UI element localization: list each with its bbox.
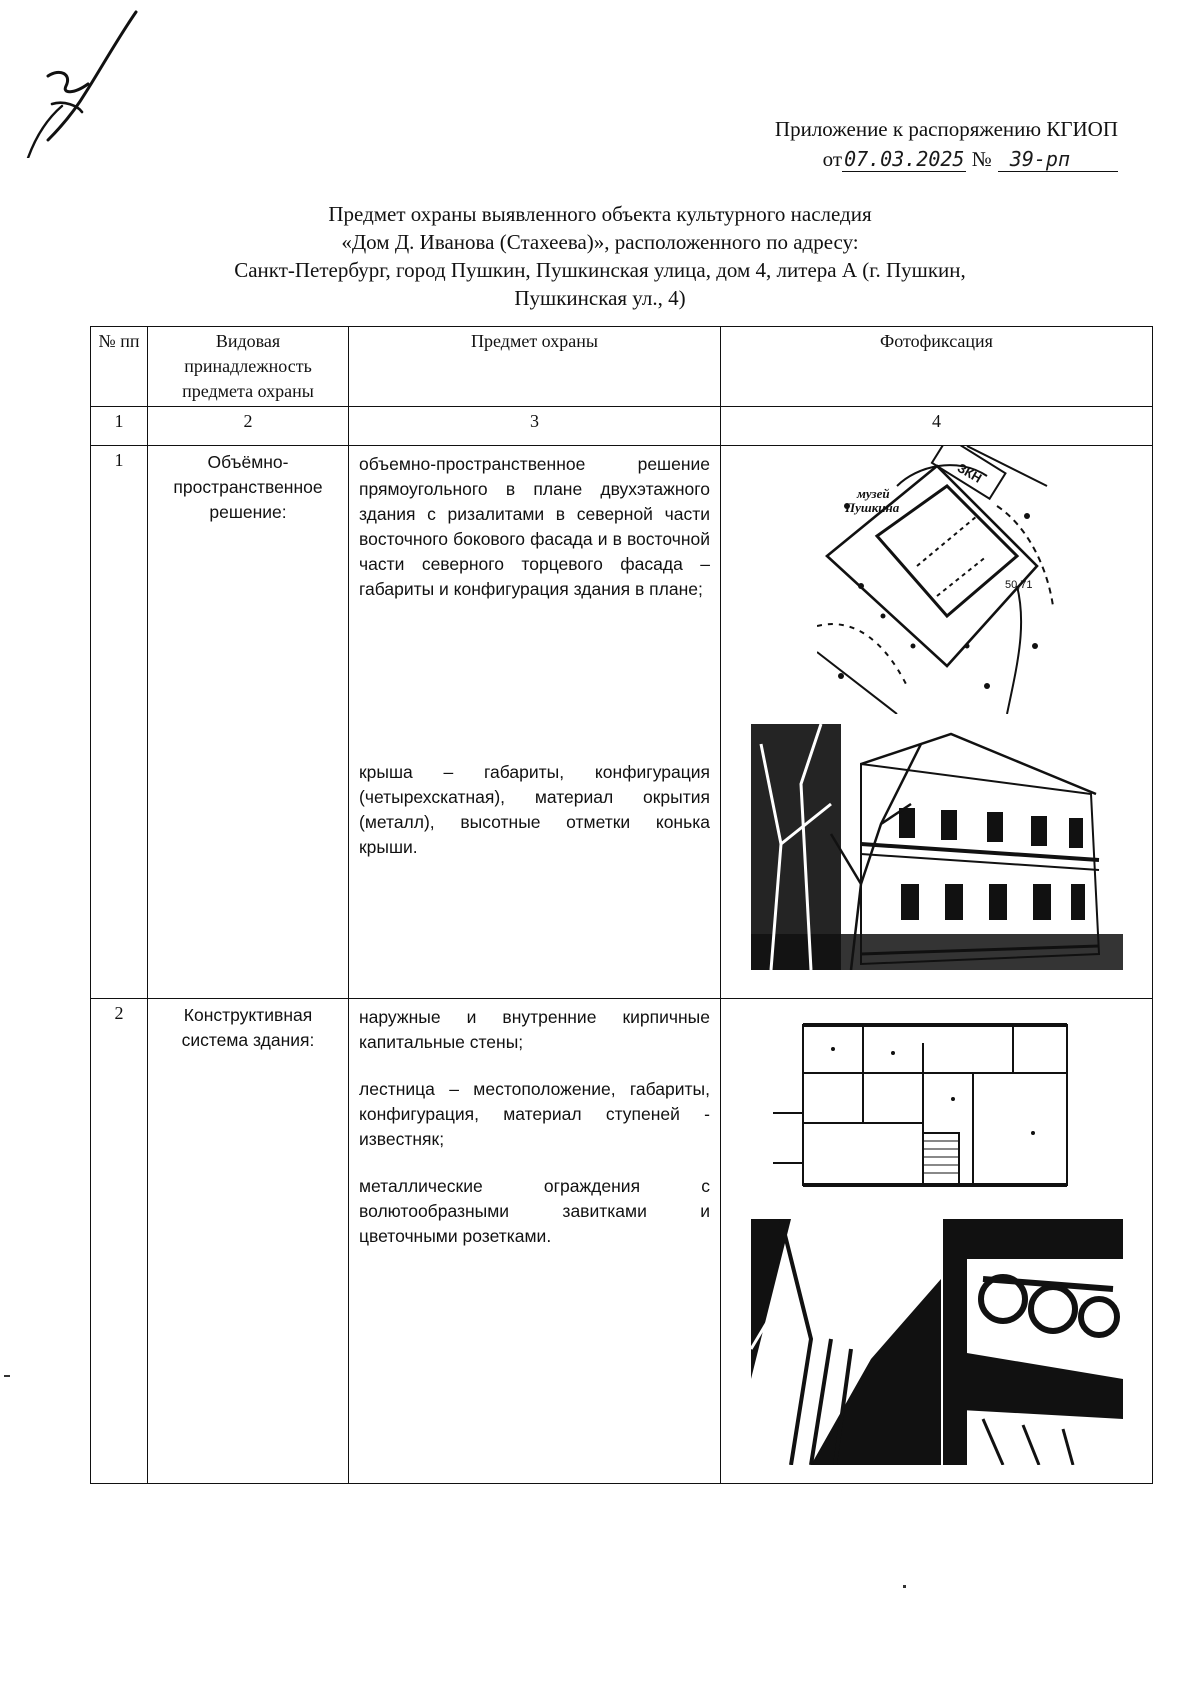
map-label-pushkin: Пушкина <box>845 500 900 515</box>
handwritten-signature <box>8 8 148 158</box>
subject-item: крыша – габариты, конфигурация (четырехскатная), материал окрытия (металл), высотные отметки конька крыши. <box>359 762 710 857</box>
photo-cell <box>721 999 1153 1484</box>
header-cell-photo: Фотофиксация <box>721 327 1153 407</box>
map-label-zkn: ЗКН <box>954 460 985 486</box>
row-number: 1 <box>91 446 148 999</box>
scan-mark <box>4 1375 10 1377</box>
appendix-note <box>775 114 1118 174</box>
table-header-row <box>91 327 1153 407</box>
heading-line-2: «Дом Д. Иванова (Стахеева)», расположенного по адресу: <box>341 230 859 254</box>
site-plan-map <box>817 446 1057 714</box>
heading-line-3: Санкт-Петербург, город Пушкин, Пушкинская улица, дом 4, литера А (г. Пушкин, <box>234 258 966 282</box>
protection-table <box>90 326 1153 1484</box>
facade-photo <box>751 724 1123 970</box>
row-type: Объёмно-пространственное решение: <box>148 446 349 999</box>
column-number: 3 <box>349 407 721 446</box>
column-number: 1 <box>91 407 148 446</box>
order-number: 39-рп <box>998 147 1118 172</box>
subject-item: лестница – местоположение, габариты, конфигурация, материал ступеней - известняк; <box>359 1079 710 1149</box>
header-cell-subject: Предмет охраны <box>349 327 721 407</box>
table-row <box>91 999 1153 1484</box>
order-line <box>823 144 1118 174</box>
table-row <box>91 446 1153 999</box>
appendix-line: Приложение к распоряжению КГИОП <box>774 117 1118 141</box>
row-type: Конструктивная система здания: <box>148 999 349 1484</box>
photo-cell <box>721 446 1153 999</box>
header-cell-number: № пп <box>91 327 148 407</box>
document-heading <box>120 200 1080 312</box>
scan-mark <box>903 1585 906 1588</box>
map-label-elevation: 50,71 <box>1005 579 1033 591</box>
subject-item: металлические ограждения с волютообразными завитками и цветочными розетками. <box>359 1176 710 1246</box>
railing-detail-photo <box>943 1219 1123 1465</box>
header-cell-type: Видовая принадлежность предмета охраны <box>148 327 349 407</box>
heading-line-4: Пушкинская ул., 4) <box>514 286 686 310</box>
floor-plan <box>773 1013 1073 1209</box>
column-number: 4 <box>721 407 1153 446</box>
order-date: 07.03.2025 <box>844 147 965 171</box>
order-prefix: от <box>822 147 843 171</box>
row-number: 2 <box>91 999 148 1484</box>
staircase-photo <box>751 1219 941 1465</box>
column-number-row <box>91 407 1153 446</box>
map-label-museum: музей <box>857 486 890 501</box>
row-subject <box>349 446 721 999</box>
order-no-label: № <box>971 147 992 171</box>
row-subject <box>349 999 721 1484</box>
column-number: 2 <box>148 407 349 446</box>
heading-line-1: Предмет охраны выявленного объекта культурного наследия <box>328 202 872 226</box>
subject-item: объемно-пространственное решение прямоугольного в плане двухэтажного здания с ризалитами в северной части восточного бокового фасада и в восточной части северного торцевого фасада – габариты и конфигурация здания в плане; <box>359 454 710 599</box>
subject-item: наружные и внутренние кирпичные капитальные стены; <box>359 1007 710 1052</box>
